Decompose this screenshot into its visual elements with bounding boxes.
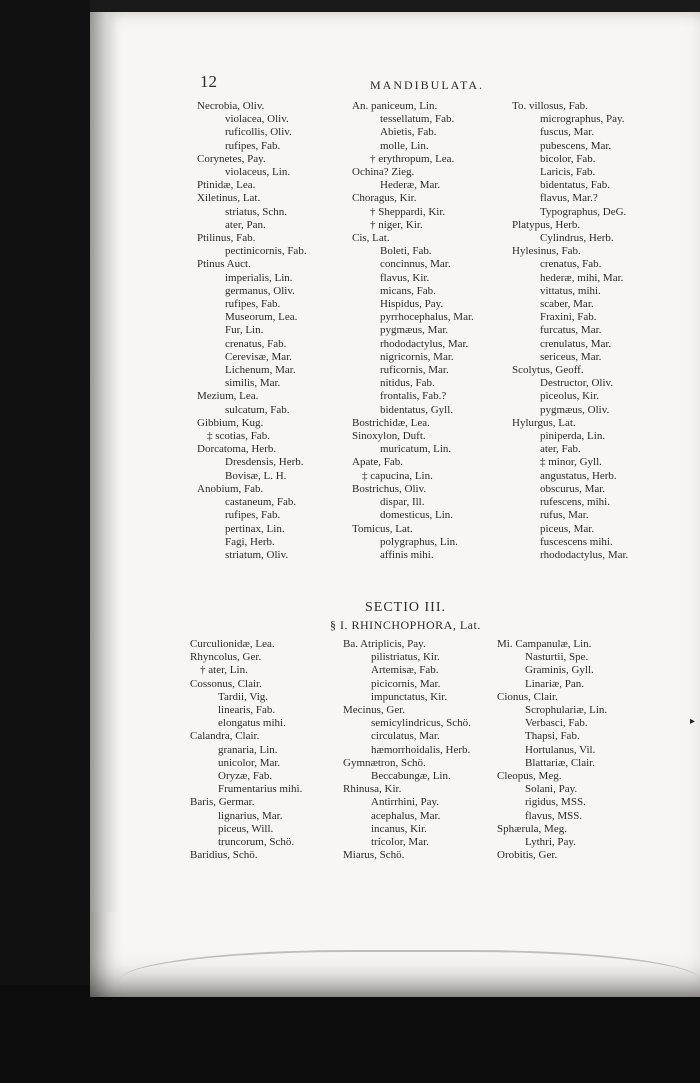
taxon-entry: † Sheppardi, Kir. — [370, 205, 446, 218]
taxon-entry: Xiletinus, Lat. — [197, 192, 261, 205]
taxon-entry: hederæ, mihi, Mar. — [540, 271, 624, 284]
taxon-entry: Lythri, Pay. — [525, 836, 576, 849]
taxon-entry: Beccabungæ, Lin. — [371, 770, 451, 783]
taxon-entry: ater, Pan. — [225, 218, 266, 231]
taxon-entry: Sinoxylon, Duft. — [352, 430, 426, 443]
taxon-entry: vittatus, mihi. — [540, 284, 601, 297]
taxon-entry: domesticus, Lin. — [380, 509, 454, 522]
taxon-entry: Graminis, Gyll. — [525, 664, 594, 677]
taxon-entry: polygraphus, Lin. — [380, 535, 458, 548]
taxon-entry: rufipes, Fab. — [225, 509, 281, 522]
taxon-entry: Linariæ, Pan. — [525, 677, 584, 690]
taxon-entry: molle, Lin. — [380, 139, 429, 152]
taxon-entry: fuscus, Mar. — [540, 126, 595, 139]
taxon-entry: ‡ capucina, Lin. — [362, 469, 433, 482]
taxon-entry: violacea, Oliv. — [225, 113, 289, 126]
taxon-entry: rufipes, Fab. — [225, 298, 281, 311]
taxon-entry: flavus, Kir. — [380, 271, 430, 284]
taxon-entry: frontalis, Fab.? — [380, 390, 447, 403]
taxon-entry: Curculionidæ, Lea. — [190, 638, 275, 650]
taxon-entry: truncorum, Schö. — [218, 836, 295, 849]
taxon-entry: Cleopus, Meg. — [497, 770, 562, 783]
taxon-entry: pygmæus, Mar. — [380, 324, 449, 337]
running-header: MANDIBULATA. — [370, 78, 485, 92]
taxon-entry: fuscescens mihi. — [540, 535, 613, 548]
taxon-entry: sericeus, Mar. — [540, 350, 602, 363]
taxon-entry: Miarus, Schö. — [343, 849, 405, 862]
taxon-entry: incanus, Kir. — [371, 822, 427, 835]
taxon-entry: crenatus, Fab. — [540, 258, 602, 271]
taxon-entry: Ptilinus, Fab. — [197, 232, 256, 245]
taxon-entry: Bovisæ, L. H. — [225, 469, 287, 482]
taxon-entry: Scolytus, Geoff. — [512, 364, 584, 377]
taxon-entry: pertinax, Lin. — [225, 522, 285, 535]
taxon-entry: ruficornis, Mar. — [380, 364, 449, 377]
taxon-entry: Museorum, Lea. — [225, 311, 298, 324]
taxon-entry: tessellatum, Fab. — [380, 113, 455, 126]
taxon-entry: Baris, Germar. — [190, 796, 255, 809]
taxon-entry: nitidus, Fab. — [380, 377, 435, 390]
taxon-entry: Laricis, Fab. — [540, 166, 596, 179]
taxon-entry: ‡ scotias, Fab. — [207, 430, 270, 443]
taxon-entry: crenulatus, Mar. — [540, 337, 612, 350]
taxon-entry: rigidus, MSS. — [525, 796, 586, 809]
taxon-entry: Fur, Lin. — [225, 324, 264, 337]
taxon-entry: Orobitis, Ger. — [497, 849, 558, 862]
taxon-entry: Corynetes, Pay. — [197, 152, 266, 165]
taxon-entry: muricatum, Lin. — [380, 443, 452, 456]
scan-bottom-border — [0, 985, 700, 1083]
taxon-entry: circulatus, Mar. — [371, 730, 440, 743]
taxon-entry: Antirrhini, Pay. — [371, 796, 440, 809]
taxon-entry: Ptinus Auct. — [197, 258, 251, 271]
taxon-entry: bicolor, Fab. — [540, 152, 596, 165]
scan-left-border — [0, 0, 90, 1083]
taxon-entry: bidentatus, Fab. — [540, 179, 610, 192]
taxon-entry: rufus, Mar. — [540, 509, 589, 522]
taxon-entry: Solani, Pay. — [525, 783, 578, 796]
taxon-entry: Mi. Campanulæ, Lin. — [497, 638, 592, 650]
taxon-entry: rhododactylus, Mar. — [540, 548, 629, 561]
taxon-entry: Lichenum, Mar. — [225, 364, 296, 377]
taxon-entry: rufipes, Fab. — [225, 139, 281, 152]
taxon-entry: Ba. Atriplicis, Pay. — [343, 638, 426, 650]
taxon-entry: Hylurgus, Lat. — [512, 416, 576, 429]
taxon-entry: Apate, Fab. — [352, 456, 404, 469]
taxon-entry: Tomicus, Lat. — [352, 522, 413, 535]
taxon-entry: Thapsi, Fab. — [525, 730, 580, 743]
taxon-entry: picicornis, Mar. — [371, 677, 441, 690]
taxon-entry: Bostrichidæ, Lea. — [352, 416, 430, 429]
taxon-entry: Hispidus, Pay. — [380, 298, 444, 311]
taxon-entry: dispar, Ill. — [380, 496, 425, 509]
taxon-entry: flavus, Mar.? — [540, 192, 598, 205]
taxon-entry: striatus, Schn. — [225, 205, 288, 218]
taxon-entry: Bostrichus, Oliv. — [352, 482, 427, 495]
taxon-entry: Hortulanus, Vil. — [525, 743, 596, 756]
taxon-entry: Hederæ, Mar. — [380, 179, 441, 192]
taxon-entry: Verbasci, Fab. — [525, 717, 588, 730]
taxon-entry: Frumentarius mihi. — [218, 783, 303, 796]
page-spine-shadow — [90, 12, 118, 912]
taxon-entry: Typographus, DeG. — [540, 205, 627, 218]
taxon-entry: affinis mihi. — [380, 548, 434, 561]
taxon-entry: tricolor, Mar. — [371, 836, 429, 849]
page-number: 12 — [200, 72, 217, 91]
taxon-entry: Oryzæ, Fab. — [218, 770, 273, 783]
taxon-entry: Scrophulariæ, Lin. — [525, 704, 608, 717]
taxon-entry: scaber, Mar. — [540, 298, 594, 311]
column-top-1 — [197, 100, 307, 562]
taxon-entry: piceus, Mar. — [540, 522, 595, 535]
taxon-entry: pygmæus, Oliv. — [540, 403, 610, 416]
section-title: SECTIO III. — [365, 600, 446, 615]
taxon-entry: Gymnætron, Schö. — [343, 756, 426, 769]
taxon-entry: Dresdensis, Herb. — [225, 456, 304, 469]
taxon-entry: Anobium, Fab. — [197, 482, 264, 495]
taxon-entry: Gibbium, Kug. — [197, 416, 264, 429]
taxon-entry: Rhinusa, Kir. — [343, 783, 402, 796]
taxon-entry: crenatus, Fab. — [225, 337, 287, 350]
taxon-entry: obscurus, Mar. — [540, 482, 606, 495]
taxon-entry: † ater, Lin. — [200, 664, 248, 677]
taxon-entry: linearis, Fab. — [218, 704, 276, 717]
column-bottom-2 — [343, 638, 471, 862]
taxon-entry: similis, Mar. — [225, 377, 281, 390]
taxon-entry: acephalus, Mar. — [371, 809, 441, 822]
taxon-entry: Ochina? Zieg. — [352, 166, 415, 179]
taxon-entry: violaceus, Lin. — [225, 166, 291, 179]
taxon-entry: Mecinus, Ger. — [343, 704, 406, 717]
taxon-entry: germanus, Oliv. — [225, 284, 295, 297]
taxon-entry: Hylesinus, Fab. — [512, 245, 581, 258]
taxon-entry: bidentatus, Gyll. — [380, 403, 454, 416]
taxon-entry: Baridius, Schö. — [190, 849, 258, 862]
margin-mark-icon: ▸ — [690, 716, 696, 727]
taxon-entry: micrographus, Pay. — [540, 113, 625, 126]
taxon-entry: Cionus, Clair. — [497, 690, 558, 703]
taxon-entry: † erythropum, Lea. — [370, 152, 455, 165]
taxon-entry: striatum, Oliv. — [225, 548, 289, 561]
taxon-entry: granaria, Lin. — [218, 743, 278, 756]
taxon-entry: impunctatus, Kir. — [371, 690, 448, 703]
taxon-entry: Nasturtii, Spe. — [525, 651, 589, 664]
taxon-entry: lignarius, Mar. — [218, 809, 283, 822]
section-subtitle: § I. RHINCHOPHORA, Lat. — [330, 618, 481, 632]
taxon-entry: ruficollis, Oliv. — [225, 126, 292, 139]
taxon-entry: Tardii, Vig. — [218, 690, 268, 703]
taxon-entry: Artemisæ, Fab. — [371, 664, 439, 677]
taxon-entry: piceolus, Kir. — [540, 390, 599, 403]
taxon-entry: Sphærula, Meg. — [497, 822, 567, 835]
taxon-entry: Mezium, Lea. — [197, 390, 259, 403]
taxon-entry: angustatus, Herb. — [540, 469, 617, 482]
taxon-entry: rhododactylus, Mar. — [380, 337, 469, 350]
taxon-entry: pubescens, Mar. — [540, 139, 612, 152]
column-bottom-3 — [497, 638, 607, 862]
taxon-entry: Cerevisæ, Mar. — [225, 350, 292, 363]
taxon-entry: Destructor, Oliv. — [540, 377, 614, 390]
taxon-entry: unicolor, Mar. — [218, 756, 281, 769]
taxon-entry: Rhyncolus, Ger. — [190, 651, 262, 664]
taxon-entry: concinnus, Mar. — [380, 258, 451, 271]
taxon-entry: flavus, MSS. — [525, 809, 583, 822]
taxon-entry: ‡ minor, Gyll. — [540, 456, 602, 469]
taxon-entry: Necrobia, Oliv. — [197, 100, 265, 112]
taxon-entry: nigricornis, Mar. — [380, 350, 454, 363]
taxon-entry: rufescens, mihi. — [540, 496, 610, 509]
taxon-entry: Platypus, Herb. — [512, 218, 581, 231]
page-edge-curve — [120, 950, 700, 992]
taxon-entry: † niger, Kir. — [370, 218, 423, 231]
taxon-entry: Cis, Lat. — [352, 232, 390, 245]
taxon-entry: pectinicornis, Fab. — [225, 245, 307, 258]
taxon-entry: ater, Fab. — [540, 443, 581, 456]
taxon-entry: pyrrhocephalus, Mar. — [380, 311, 474, 324]
taxon-entry: furcatus, Mar. — [540, 324, 602, 337]
taxon-entry: Fagi, Herb. — [225, 535, 275, 548]
taxon-entry: Blattariæ, Clair. — [525, 756, 595, 769]
taxon-entry: elongatus mihi. — [218, 717, 286, 730]
taxon-entry: piniperda, Lin. — [540, 430, 606, 443]
taxon-entry: micans, Fab. — [380, 284, 436, 297]
taxon-entry: Cylindrus, Herb. — [540, 232, 614, 245]
taxon-entry: Boleti, Fab. — [380, 245, 432, 258]
taxon-entry: Ptinidæ, Lea. — [197, 179, 256, 192]
taxon-entry: Fraxini, Fab. — [540, 311, 597, 324]
taxon-entry: Choragus, Kir. — [352, 192, 417, 205]
taxon-entry: hæmorrhoidalis, Herb. — [371, 743, 471, 756]
taxon-entry: imperialis, Lin. — [225, 271, 293, 284]
taxon-entry: Cossonus, Clair. — [190, 677, 262, 690]
taxon-entry: Dorcatoma, Herb. — [197, 443, 277, 456]
taxon-entry: semicylindricus, Schö. — [371, 717, 471, 730]
column-top-3 — [512, 100, 628, 562]
taxon-entry: sulcatum, Fab. — [225, 403, 290, 416]
taxon-entry: An. paniceum, Lin. — [352, 100, 438, 112]
taxon-entry: Abietis, Fab. — [380, 126, 437, 139]
taxon-entry: pilistriatus, Kir. — [371, 651, 440, 664]
taxon-entry: castaneum, Fab. — [225, 496, 297, 509]
taxon-entry: To. villosus, Fab. — [512, 100, 588, 112]
column-top-2 — [352, 100, 474, 562]
taxon-entry: piceus, Will. — [218, 822, 274, 835]
column-bottom-1 — [190, 638, 302, 862]
taxon-entry: Calandra, Clair. — [190, 730, 260, 743]
